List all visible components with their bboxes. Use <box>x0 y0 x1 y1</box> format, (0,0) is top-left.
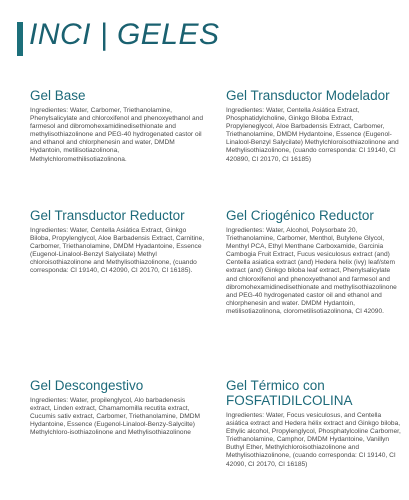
product-card-gel-transductor-reductor <box>30 208 206 276</box>
product-title: Gel Descongestivo <box>30 378 144 393</box>
product-ingredients: Ingredientes: Water, propilenglycol, Alo barbadenesis extract, Linden extract, Chamamomilla recutita extract, Cucumis sativ extract, Carbomer, Triethanolamine, DMDM Hydantoine, Essence (Eugenol-Linalool-Benzy-Salycilte) Methylchloro-isothiazolinone and Methylisothiazolinone <box>30 397 201 437</box>
product-ingredients: Ingredientes: Water, Focus vesiculosus, and Centella asiática extract and Hedera hélix extract and Ginkgo biloba, Ethylic alcohol, Propylenglycol, Phosphatylcoline Carbomer, Triethanolamine, Camphor, DMDM Hydantoine, Vanillyn Buthyl Ether, Methylchloroisothiazolinone and Methylisothiazolinone, (cuando corresponda: CI 19140, CI 42090, CI 20170, CI 16185) <box>226 412 401 468</box>
product-title: Gel Criogénico Reductor <box>226 208 374 223</box>
product-title: Gel Térmico con FOSFATIDILCOLINA <box>226 378 353 408</box>
product-ingredients: Ingredientes: Water, Carbomer, Triethanolamine, Phenylsalicylate and chloroxifenol and phenoxyethanol and farmesol and dibromohexamidinedisethionate and methylisothiazolinone and PEG-40 hydrogenated castor oil and ethanol and chlorphenesin and water, DMDM Hydantoin, metilisotiazolinona, Methylchloromethilisotiazolinona. <box>30 107 204 163</box>
product-card-gel-descongestivo <box>30 378 206 437</box>
title-accent-bar <box>17 22 23 56</box>
product-card-gel-termico-fosfatidilcolina <box>226 378 402 469</box>
product-ingredients: Ingredientes: Water, Centella Asiática Extract, Phosphatidylcholine, Ginkgo Biloba Extract, Propyleneglycol, Aloe Barbadensis Extract, Carbomer, Triethanolamine, DMDM Hydantoine, Essence (Eugenol-Linalool-Benzyl Salycilate) Methylchloroisothiazolinone and Methylisothiazolinone, (cuando corresponda: CI 19140, CI 420890, CI 20170, CI 16185) <box>226 107 399 163</box>
page-title: INCI | GELES <box>29 18 220 51</box>
product-title: Gel Transductor Reductor <box>30 208 185 223</box>
product-card-gel-base <box>30 88 206 164</box>
product-ingredients: Ingredientes: Water, Alcohol, Polysorbate 20, Triethanolamine, Carbomer, Menthol, Butylene Glycol, Menthyl PCA, Ethyl Menthane Carboxamide, Garcinia Cambogia Fruit Extract, Fucus vesiculosus extract (and) Centella asiatica extract (and) Hedera helix (ivy) leaf/stem extract (and) Ginkgo biloba leaf extract, Phenylsalicylate and chloroxifenol and phenoxyethanol and farmesol and dibromohexamidinedisethionate and methylisothiazolinone and PEG-40 hydrogenated castor oil and ethanol and chlorphenesin and water. DMDM Hydantoin, metilisotiazolinona, clorometilisotiazolinona, CI 42090. <box>226 227 397 315</box>
product-card-gel-criogenico-reductor <box>226 208 402 316</box>
product-ingredients: Ingredientes: Water, Centella Asiática Extract, Ginkgo Biloba, Propylenglycol, Aloe Barbadensis Extract, Carnitine, Carbomer, Triethanolamine, DMDM Hyadantoine, Essence (Eugenol-Linalool-Benzyl Salycilate) Methyl chloroisothiazolinone and Methylisothiazolinone, (cuando corresponda: CI 19140, CI 42090, CI 20170, CI 16185). <box>30 227 205 275</box>
product-title: Gel Transductor Modelador <box>226 88 390 103</box>
product-title: Gel Base <box>30 88 86 103</box>
product-card-gel-transductor-modelador <box>226 88 402 164</box>
